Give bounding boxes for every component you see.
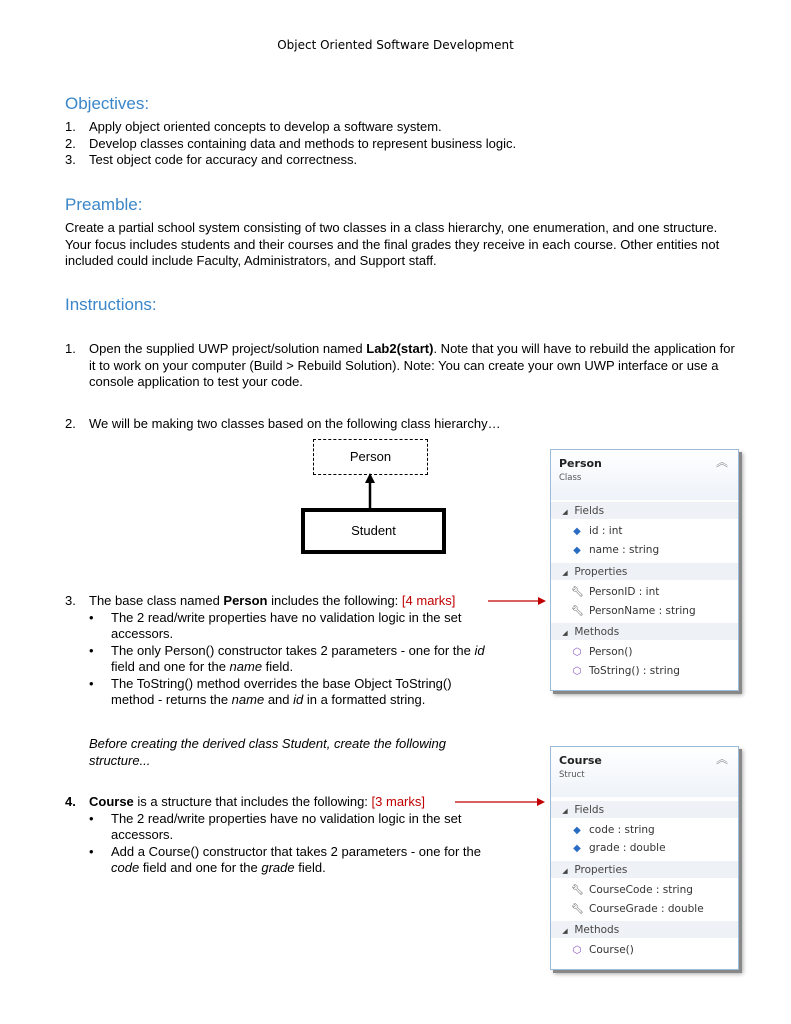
triangle-down-icon: ◢ [562, 867, 568, 875]
method-row: ⬡ Person() [572, 646, 633, 658]
objective-item: 1. Apply object oriented concepts to develop a software system. [65, 119, 442, 134]
preamble-text: Create a partial school system consisting of two classes in a class hierarchy, one enumeration, and one structure. Your focus includes students and their courses and the final grades they receive in each course. Other entities not included could include Faculty, Administrators, and Support staff. [65, 220, 720, 268]
person-class-card[interactable] [550, 449, 739, 691]
page-header: Object Oriented Software Development [277, 38, 514, 52]
fields-group[interactable]: ◢ Fields [559, 804, 604, 816]
field-row: ◆ code : string [571, 824, 655, 836]
bullet-item: • The only Person() constructor takes 2 parameters - one for the id field and one for the name field. [87, 643, 487, 676]
triangle-down-icon: ◢ [562, 508, 568, 516]
field-row: ◆ name : string [571, 544, 659, 556]
property-row: 🔧︎ CourseCode : string [571, 884, 693, 896]
field-icon: ◆ [573, 544, 581, 556]
instruction-step-2: 2. We will be making two classes based on the following class hierarchy… [65, 416, 501, 431]
method-cube-icon: ⬡ [572, 665, 582, 677]
fields-group[interactable]: ◢ Fields [559, 505, 604, 517]
wrench-icon: 🔧︎ [571, 586, 584, 598]
marks-label: [4 marks] [401, 593, 456, 608]
wrench-icon: 🔧︎ [571, 884, 584, 896]
field-row: ◆ grade : double [571, 842, 666, 854]
card-kind: Class [559, 473, 582, 483]
marks-arrow-course [455, 795, 547, 809]
person-class-box: Person [313, 439, 428, 475]
field-icon: ◆ [573, 842, 581, 854]
card-kind: Struct [559, 770, 585, 780]
instructions-heading: Instructions: [65, 295, 157, 314]
bullet-item: • The ToString() method overrides the base Object ToString() method - returns the name and id in a formatted string. [87, 676, 487, 709]
objective-item: 3. Test object code for accuracy and correctness. [65, 152, 358, 167]
instruction-step-3: 3. The base class named Person includes the following: [4 marks] • The 2 read/write properties have no validation logic in the set accessors. • The only Person() constructor takes 2 parameters - one for the id field and one for the name field. • The ToString() method overrides the base Object ToString() method - returns the name and id in a formatted string. [65, 593, 535, 709]
objectives-list [65, 119, 765, 169]
inheritance-arrow [360, 473, 380, 509]
step-4-bullets [87, 811, 497, 877]
preamble-heading: Preamble: [65, 195, 143, 214]
student-class-box: Student [301, 508, 446, 554]
wrench-icon: 🔧︎ [571, 605, 584, 617]
method-row: ⬡ ToString() : string [572, 665, 680, 677]
bullet-item: • The 2 read/write properties have no validation logic in the set accessors. [87, 610, 487, 643]
structure-note: Before creating the derived class Student, create the following structure... [89, 736, 446, 768]
marks-arrow-person [488, 594, 548, 608]
card-title: Person [559, 457, 602, 470]
properties-group[interactable]: ◢ Properties [559, 864, 627, 876]
method-row: ⬡ Course() [572, 944, 634, 956]
wrench-icon: 🔧︎ [571, 903, 584, 915]
methods-group[interactable]: ◢ Methods [559, 626, 619, 638]
instruction-step-1: 1. Open the supplied UWP project/solution named Lab2(start). Note that you will have to rebuild the application for it to work on your computer (Build > Rebuild Solution). Note: You can create your own UWP interface or use a console application to test your code. [65, 341, 735, 389]
card-title: Course [559, 754, 602, 767]
triangle-down-icon: ◢ [562, 569, 568, 577]
field-icon: ◆ [573, 525, 581, 537]
triangle-down-icon: ◢ [562, 927, 568, 935]
triangle-down-icon: ◢ [562, 629, 568, 637]
bullet-item: • The 2 read/write properties have no validation logic in the set accessors. [87, 811, 497, 844]
double-chevron-up-icon[interactable]: ︽ [716, 752, 729, 766]
property-row: 🔧︎ PersonID : int [571, 586, 660, 598]
step-3-bullets [87, 610, 487, 709]
triangle-down-icon: ◢ [562, 807, 568, 815]
field-icon: ◆ [573, 824, 581, 836]
objectives-heading: Objectives: [65, 94, 150, 113]
methods-group[interactable]: ◢ Methods [559, 924, 619, 936]
objective-item: 2. Develop classes containing data and methods to represent business logic. [65, 135, 517, 151]
double-chevron-up-icon[interactable]: ︽ [716, 455, 729, 469]
instruction-step-4: 4. Course is a structure that includes the following: [3 marks] • The 2 read/write properties have no validation logic in the set accessors. • Add a Course() constructor that takes 2 parameters - one for the code field and one for the grade field. [65, 794, 535, 877]
property-row: 🔧︎ CourseGrade : double [571, 903, 704, 915]
marks-label: [3 marks] [371, 794, 425, 809]
property-row: 🔧︎ PersonName : string [571, 605, 696, 617]
course-struct-card[interactable] [550, 746, 739, 970]
method-cube-icon: ⬡ [572, 646, 582, 658]
bullet-item: • Add a Course() constructor that takes 2 parameters - one for the code field and one for the grade field. [87, 844, 497, 877]
method-cube-icon: ⬡ [572, 944, 582, 956]
field-row: ◆ id : int [571, 525, 622, 537]
properties-group[interactable]: ◢ Properties [559, 566, 627, 578]
